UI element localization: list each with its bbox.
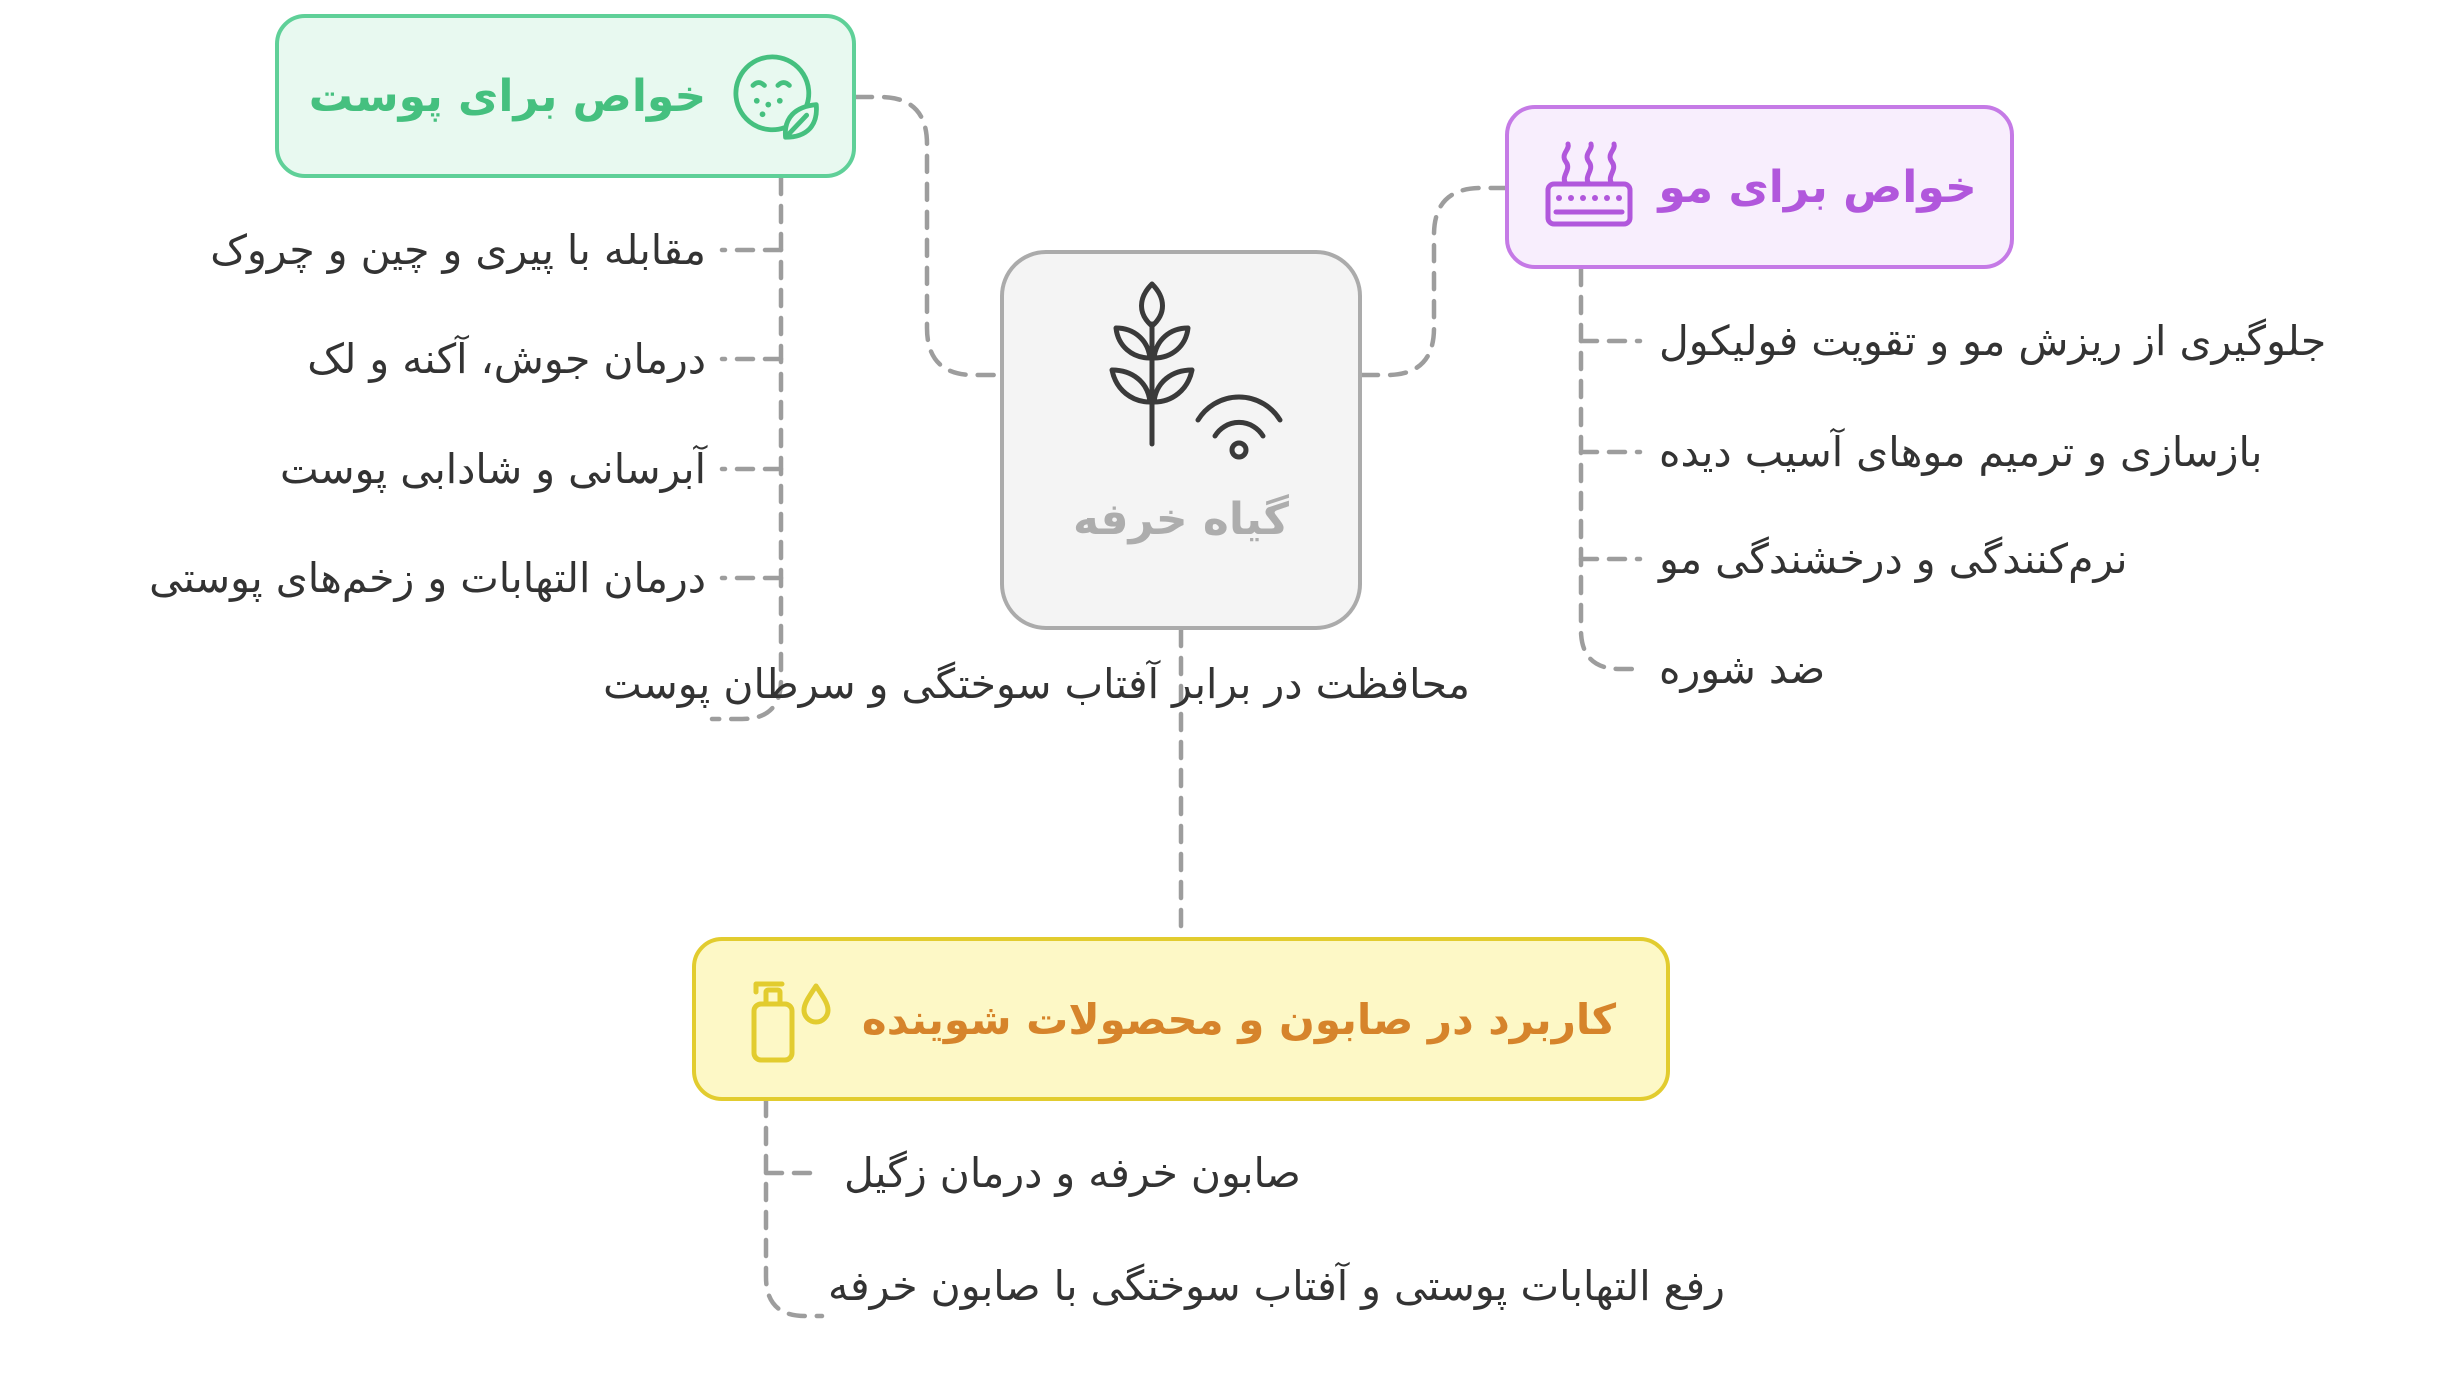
- scalp-dot: [1616, 195, 1622, 201]
- skin-properties-title: خواص برای پوست: [308, 70, 707, 122]
- face-leaf-icon: [728, 49, 822, 143]
- hair-properties-title: خواص برای مو: [1658, 161, 1977, 213]
- skin-item: درمان جوش، آکنه و لک: [307, 335, 706, 383]
- face-dot: [766, 102, 772, 108]
- plant-bud: [1142, 284, 1163, 326]
- skin-properties-node: [275, 14, 856, 178]
- hair-item: ضد شوره: [1659, 645, 1826, 693]
- skin-item: درمان التهابات و زخم‌های پوستی: [149, 554, 706, 602]
- soap-usage-title: کاربرد در صابون و محصولات شوینده: [861, 994, 1617, 1044]
- connector-root-to-hair: [1362, 188, 1505, 375]
- hair-strand: [1564, 144, 1568, 184]
- plant-leaf-upper-left: [1116, 328, 1150, 358]
- root-title: گیاه خرفه: [1073, 494, 1289, 545]
- plant-leaf-lower-left: [1112, 370, 1150, 402]
- signal-arc-small: [1215, 422, 1263, 436]
- skin-item: آبرسانی و شادابی پوست: [279, 445, 706, 493]
- skin-item: محافظت در برابر آفتاب سوختگی و سرطان پوست: [603, 660, 1470, 708]
- signal-arc-large: [1198, 397, 1280, 420]
- skin-items-trunk: [712, 178, 781, 719]
- scalp-dot: [1604, 195, 1610, 201]
- soap-item: رفع التهابات پوستی و آفتاب سوختگی با صابون خرفه: [828, 1262, 1725, 1310]
- face-eye-left: [753, 83, 765, 86]
- plant-leaf-upper-right: [1154, 328, 1188, 358]
- signal-dot: [1232, 443, 1246, 457]
- soap-items-trunk: [766, 1100, 822, 1316]
- face-dot: [754, 98, 760, 104]
- bottle-body: [754, 1004, 792, 1060]
- hair-item: بازسازی و ترمیم موهای آسیب دیده: [1659, 428, 2263, 476]
- face-dot: [777, 98, 783, 104]
- hair-item: نرم‌کنندگی و درخشندگی مو: [1659, 535, 2128, 583]
- root-node: [1000, 250, 1362, 630]
- hair-follicle-icon: [1542, 140, 1636, 234]
- soap-item: صابون خرفه و درمان زگیل: [844, 1149, 1301, 1197]
- hair-strand: [1610, 144, 1614, 184]
- scalp-rect: [1548, 184, 1630, 224]
- hair-strand: [1587, 144, 1591, 184]
- face-eye-right: [778, 83, 790, 86]
- face-dot: [760, 111, 766, 117]
- plant-signal-icon: [1094, 278, 1294, 468]
- plant-leaf-lower-right: [1154, 370, 1192, 402]
- connector-root-to-skin: [856, 97, 1000, 375]
- hair-item: جلوگیری از ریزش مو و تقویت فولیکول: [1659, 317, 2327, 365]
- hair-items-trunk: [1581, 269, 1640, 669]
- soap-droplet: [804, 986, 828, 1022]
- scalp-dot: [1556, 195, 1562, 201]
- scalp-dot: [1592, 195, 1598, 201]
- soap-usage-node: [692, 937, 1670, 1101]
- scalp-dot: [1580, 195, 1586, 201]
- skin-item: مقابله با پیری و چین و چروک: [210, 226, 706, 274]
- soap-dispenser-icon: [746, 972, 840, 1066]
- hair-properties-node: [1505, 105, 2014, 269]
- scalp-dot: [1568, 195, 1574, 201]
